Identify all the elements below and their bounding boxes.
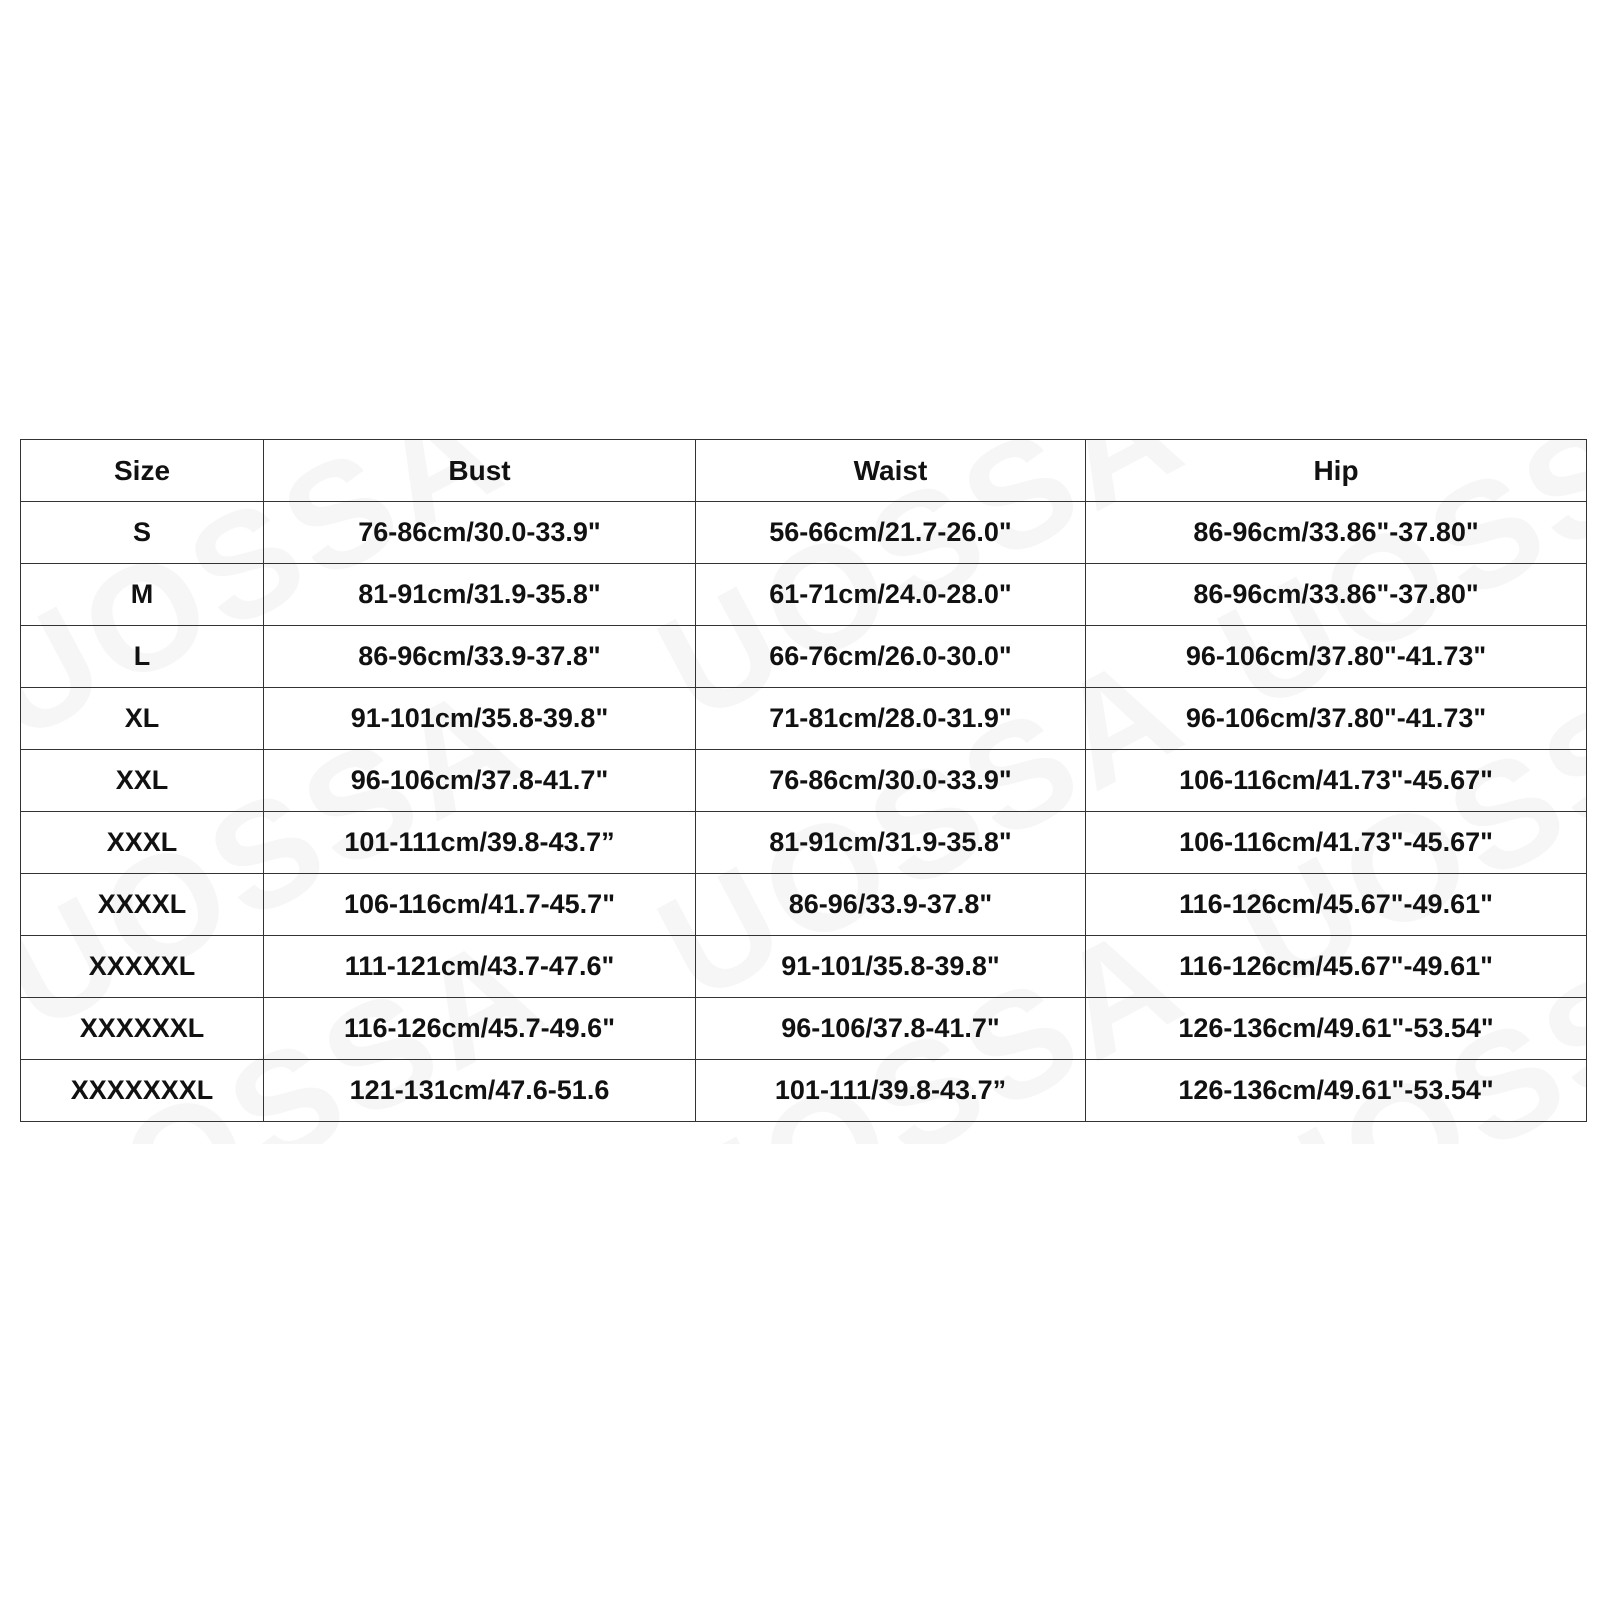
cell-size: XXXXXXXL bbox=[21, 1060, 264, 1122]
header-size: Size bbox=[21, 440, 264, 502]
cell-size: M bbox=[21, 564, 264, 626]
cell-bust: 121-131cm/47.6-51.6 bbox=[264, 1060, 696, 1122]
cell-waist: 61-71cm/24.0-28.0" bbox=[696, 564, 1086, 626]
size-chart-header bbox=[21, 440, 1587, 502]
cell-hip: 86-96cm/33.86"-37.80" bbox=[1086, 564, 1587, 626]
cell-waist: 101-111/39.8-43.7” bbox=[696, 1060, 1086, 1122]
table-row bbox=[21, 564, 1587, 626]
header-row bbox=[21, 440, 1587, 502]
header-waist: Waist bbox=[696, 440, 1086, 502]
cell-bust: 106-116cm/41.7-45.7" bbox=[264, 874, 696, 936]
cell-waist: 96-106/37.8-41.7" bbox=[696, 998, 1086, 1060]
cell-waist: 91-101/35.8-39.8" bbox=[696, 936, 1086, 998]
cell-waist: 56-66cm/21.7-26.0" bbox=[696, 502, 1086, 564]
cell-bust: 91-101cm/35.8-39.8" bbox=[264, 688, 696, 750]
cell-hip: 126-136cm/49.61"-53.54" bbox=[1086, 1060, 1587, 1122]
cell-waist: 86-96/33.9-37.8" bbox=[696, 874, 1086, 936]
size-chart-table bbox=[20, 439, 1587, 1122]
cell-hip: 96-106cm/37.80"-41.73" bbox=[1086, 626, 1587, 688]
cell-hip: 116-126cm/45.67"-49.61" bbox=[1086, 936, 1587, 998]
cell-hip: 106-116cm/41.73"-45.67" bbox=[1086, 812, 1587, 874]
cell-waist: 76-86cm/30.0-33.9" bbox=[696, 750, 1086, 812]
cell-size: XXL bbox=[21, 750, 264, 812]
table-row bbox=[21, 626, 1587, 688]
cell-size: XXXXL bbox=[21, 874, 264, 936]
cell-size: XXXL bbox=[21, 812, 264, 874]
header-hip: Hip bbox=[1086, 440, 1587, 502]
cell-hip: 106-116cm/41.73"-45.67" bbox=[1086, 750, 1587, 812]
cell-hip: 86-96cm/33.86"-37.80" bbox=[1086, 502, 1587, 564]
table-row bbox=[21, 750, 1587, 812]
table-row bbox=[21, 1060, 1587, 1122]
cell-bust: 86-96cm/33.9-37.8" bbox=[264, 626, 696, 688]
cell-waist: 71-81cm/28.0-31.9" bbox=[696, 688, 1086, 750]
cell-bust: 76-86cm/30.0-33.9" bbox=[264, 502, 696, 564]
table-row bbox=[21, 502, 1587, 564]
table-row bbox=[21, 998, 1587, 1060]
cell-size: XXXXXXL bbox=[21, 998, 264, 1060]
cell-bust: 96-106cm/37.8-41.7" bbox=[264, 750, 696, 812]
cell-hip: 96-106cm/37.80"-41.73" bbox=[1086, 688, 1587, 750]
cell-size: S bbox=[21, 502, 264, 564]
cell-bust: 116-126cm/45.7-49.6" bbox=[264, 998, 696, 1060]
cell-bust: 81-91cm/31.9-35.8" bbox=[264, 564, 696, 626]
cell-size: XL bbox=[21, 688, 264, 750]
header-bust: Bust bbox=[264, 440, 696, 502]
cell-waist: 66-76cm/26.0-30.0" bbox=[696, 626, 1086, 688]
table-row bbox=[21, 874, 1587, 936]
cell-hip: 116-126cm/45.67"-49.61" bbox=[1086, 874, 1587, 936]
table-row bbox=[21, 688, 1587, 750]
cell-waist: 81-91cm/31.9-35.8" bbox=[696, 812, 1086, 874]
cell-size: L bbox=[21, 626, 264, 688]
cell-hip: 126-136cm/49.61"-53.54" bbox=[1086, 998, 1587, 1060]
size-chart-body bbox=[21, 502, 1587, 1122]
table-row bbox=[21, 936, 1587, 998]
cell-bust: 101-111cm/39.8-43.7” bbox=[264, 812, 696, 874]
cell-bust: 111-121cm/43.7-47.6" bbox=[264, 936, 696, 998]
table-row bbox=[21, 812, 1587, 874]
cell-size: XXXXXL bbox=[21, 936, 264, 998]
